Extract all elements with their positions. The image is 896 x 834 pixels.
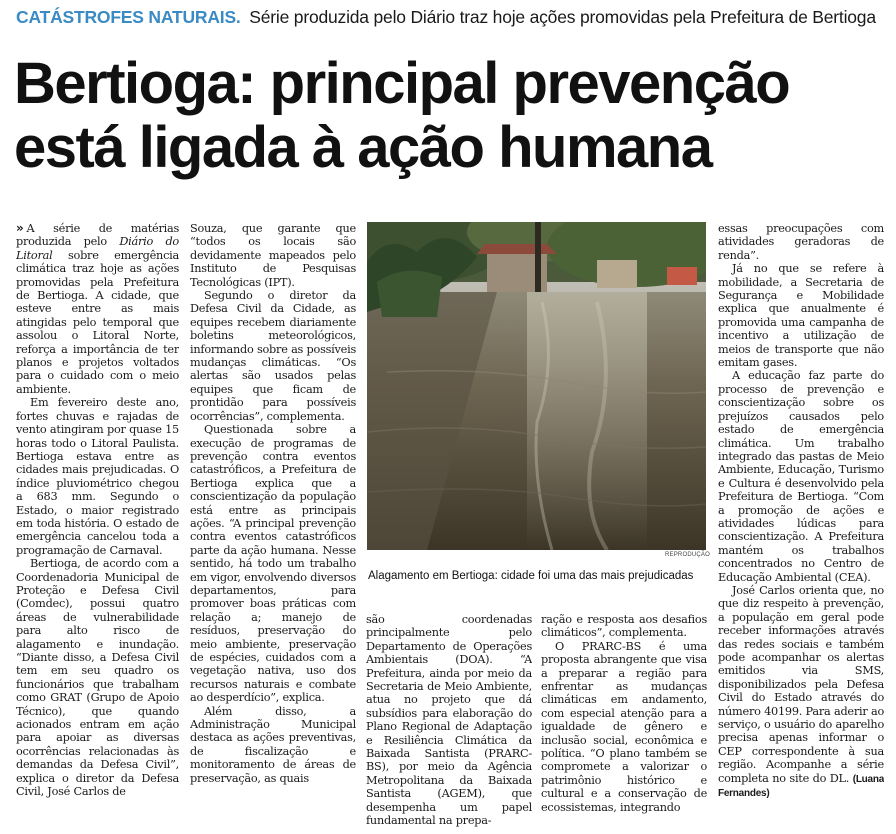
paragraph: A educação faz parte do processo de prevenção e conscientização sobre os prejuízos causados pelo estado de emergência climática. Um trabalho integrado das pastas de Meio Ambiente, Educação, Turismo e Cultura é desenvolvido pela Prefeitura de Bertioga. “Com a promoção de ações e atividades lúdicas para conscientização. A Prefeitura mantém os trabalhos concentrados no Centro de Educação Ambiental (CEA). bbox=[718, 369, 884, 584]
paragraph: são coordenadas principalmente pelo Departamento de Operações Ambientais (DOA). “A Prefeitura, ainda por meio da Secretaria de Meio Ambiente, atua no projeto que dá subsídios para elaboração do Plano Regional de Adaptação e Resiliência Climática da Baixada Santista (PRARC-BS), por meio da Agência Metropolitana da Baixada Santista (AGEM), que desempenha um papel fundamental na prepa- bbox=[366, 613, 532, 828]
flood-photo bbox=[367, 222, 706, 550]
paragraph: José Carlos orienta que, no que diz respeito à prevenção, a população em geral pode receber informações através das redes sociais e também pode acompanhar os alertas emitidos via SMS, disponibilizados pela Defesa Civil do Estado através do número 40199. Para aderir ao serviço, o usuário do aparelho precisa apenas informar o CEP correspondente à sua região. Acompanhe a série completa no site do DL. (Luana Fernandes) bbox=[718, 583, 884, 800]
headline bbox=[14, 52, 886, 180]
kicker bbox=[16, 4, 886, 30]
flood-photo-illustration bbox=[367, 222, 706, 550]
paragraph: Segundo o diretor da Defesa Civil da Cidade, as equipes recebem diariamente boletins meteorológicos, informando sobre as possíveis mudanças climáticas. “Os alertas são usados pelas equipes que ficam de prontidão para possíveis ocorrências”, complementa. bbox=[190, 289, 356, 423]
photo-credit: REPRODUÇÃO bbox=[665, 552, 711, 558]
article-column-3 bbox=[366, 613, 532, 834]
author-credit: (Luana Fernandes) bbox=[718, 773, 884, 800]
article-column-4 bbox=[541, 613, 707, 834]
paragraph: ração e resposta aos desafios climáticos”, complementa. bbox=[541, 613, 707, 640]
paragraph: Em fevereiro deste ano, fortes chuvas e rajadas de vento atingiram por quase 15 horas todo o Litoral Paulista. Bertioga estava entre as cidades mais prejudicadas. O índice pluviométrico chegou a 683 mm. Segundo o Estado, o maior registrado em toda história. O estado de emergência cancelou toda a programação de Carnaval. bbox=[16, 396, 179, 557]
section-tag: CATÁSTROFES NATURAIS. bbox=[16, 7, 241, 27]
article-column-1 bbox=[16, 222, 179, 834]
paragraph: Além disso, a Administração Municipal destaca as ações preventivas, de fiscalização e monitoramento de áreas de preservação, as quais bbox=[190, 704, 356, 785]
article-column-5 bbox=[718, 222, 884, 834]
paragraph: O PRARC-BS é uma proposta abrangente que visa a preparar a região para enfrentar as mudanças climáticas em andamento, com especial atenção para a igualdade de gênero e inclusão social, econômica e política. “O plano também se compromete a valorizar o patrimônio histórico e cultural e a conservação de ecossistemas, integrando bbox=[541, 639, 707, 814]
paragraph: Questionada sobre a execução de programas de prevenção contra eventos catastróficos, a Prefeitura de Bertioga explica que a conscientização da população está entre as principais ações. “A principal prevenção contra eventos catastróficos parte da ação humana. Nesse sentido, há todo um trabalho em vigor, envolvendo diversos departamentos, para promover boas práticas com relação a; manejo de resíduos, preservação do meio ambiente, preservação de espécies, cuidados com a vegetação nativa, uso dos recursos naturais e combate ao desperdício”, explica. bbox=[190, 423, 356, 705]
headline-line-2: está ligada à ação humana bbox=[14, 115, 712, 180]
paragraph: essas preocupações com atividades geradoras de renda”. bbox=[718, 222, 884, 262]
paragraph: Já no que se refere à mobilidade, a Secretaria de Segurança e Mobilidade explica que anualmente é promovida uma campanha de incentivo a utilização de meios de transporte que não emitam gases. bbox=[718, 262, 884, 370]
paragraph: Bertioga, de acordo com a Coordenadoria Municipal de Proteção e Defesa Civil (Comdec), possui quatro áreas de vulnerabilidade para alto risco de alagamento e inundação. “Diante disso, a Defesa Civil tem em seu quadro os funcionários que trabalham como GRAT (Grupo de Apoio Técnico), que quando acionados entram em ação para apoiar as diversas ocorrências relacionadas às demandas da Defesa Civil”, explica o diretor da Defesa Civil, José Carlos de bbox=[16, 557, 179, 799]
photo-caption: Alagamento em Bertioga: cidade foi uma das mais prejudicadas bbox=[368, 570, 694, 582]
paragraph: Souza, que garante que “todos os locais são devidamente mapeados pelo Instituto de Pesquisas Tecnológicas (IPT). bbox=[190, 222, 356, 289]
double-chevron-icon: » bbox=[16, 222, 24, 235]
kicker-subtitle: Série produzida pelo Diário traz hoje ações promovidas pela Prefeitura de Bertioga bbox=[249, 7, 876, 27]
newspaper-name: Diário do Litoral bbox=[16, 235, 179, 262]
headline-line-1: Bertioga: principal prevenção bbox=[14, 51, 790, 116]
article-column-2 bbox=[190, 222, 356, 834]
paragraph: » A série de matérias produzida pelo Diário do Litoral sobre emergência climática traz hoje as ações promovidas pela Prefeitura de Bertioga. A cidade, que esteve entre as mais atingidas pelo temporal que assolou o Litoral Norte, reforça a importância de ter planos e projetos voltados para o cuidado com o meio ambiente. bbox=[16, 222, 179, 396]
